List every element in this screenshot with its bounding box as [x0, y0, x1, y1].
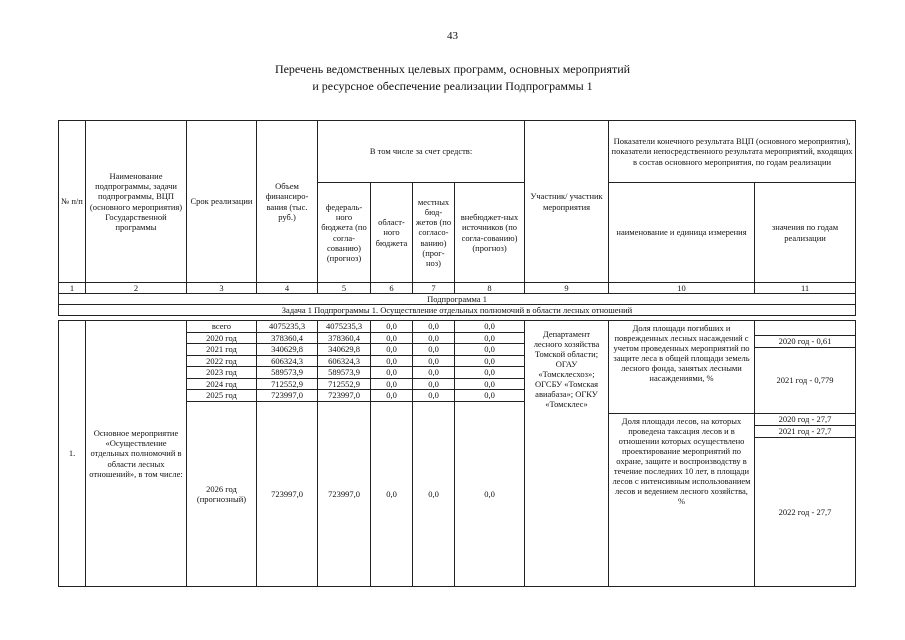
finance-cell-local: 0,0 [412, 389, 455, 402]
col-local-header: местных бюд-жетов (по согласо-ванию) (прог-ноз) [413, 183, 455, 283]
activity-participants: Департамент лесного хозяйства Томской области; ОГАУ «Томсклесхоз»; ОГСБУ «Томская авиабаза»; ОГКУ «Томсклес» [524, 320, 609, 587]
finance-cell-regional: 0,0 [370, 389, 413, 402]
finance-cell-federal: 606324,3 [317, 355, 371, 368]
col-number-header: № п/п [59, 121, 86, 283]
finance-cell-federal: 589573,9 [317, 366, 371, 379]
finance-cell-period: 2025 год [186, 389, 257, 402]
page-title-line-1: Перечень ведомственных целевых программ, основных мероприятий [274, 62, 631, 76]
column-number: 2 [86, 283, 187, 294]
finance-cell-federal: 4075235,3 [317, 320, 371, 333]
finance-cell-federal: 723997,0 [317, 401, 371, 588]
finance-cell-period: 2026 год (прогнозный) [186, 401, 257, 588]
finance-cell-period: 2021 год [186, 343, 257, 356]
finance-cell-regional: 0,0 [370, 332, 413, 345]
indicator-value: 2021 год - 0,779 [754, 347, 856, 414]
finance-cell-period: 2023 год [186, 366, 257, 379]
finance-cell-extra: 0,0 [454, 366, 525, 379]
activity-name: Основное мероприятие «Осуществление отдельных полномочий в области лесных отношений», в том числе: [85, 320, 187, 587]
finance-cell-regional: 0,0 [370, 343, 413, 356]
column-number: 9 [525, 283, 609, 294]
col-indicator-values-header: значения по годам реализации [755, 183, 856, 283]
finance-cell-local: 0,0 [412, 378, 455, 391]
finance-cell-extra: 0,0 [454, 389, 525, 402]
finance-cell-total: 712552,9 [256, 378, 318, 391]
activity-section [58, 320, 855, 586]
finance-cell-total: 340629,8 [256, 343, 318, 356]
finance-cell-total: 4075235,3 [256, 320, 318, 333]
finance-cell-regional: 0,0 [370, 401, 413, 588]
col-period-header: Срок реализации [187, 121, 257, 283]
column-number: 10 [609, 283, 755, 294]
finance-cell-period: 2020 год [186, 332, 257, 345]
finance-cell-period: всего [186, 320, 257, 333]
col-total-header: Объем финансиро-вания (тыс. руб.) [257, 121, 318, 283]
finance-cell-total: 378360,4 [256, 332, 318, 345]
finance-cell-federal: 378360,4 [317, 332, 371, 345]
finance-cell-regional: 0,0 [370, 355, 413, 368]
indicator-value-blank [754, 320, 856, 336]
finance-cell-extra: 0,0 [454, 355, 525, 368]
indicators-group-header: Показатели конечного результата ВЦП (основного мероприятия), показатели непосредственного результата мероприятий, входящих в состав основного мероприятия, по годам реализации [609, 121, 856, 183]
finance-cell-regional: 0,0 [370, 320, 413, 333]
finance-cell-local: 0,0 [412, 343, 455, 356]
activity-number: 1. [58, 320, 86, 587]
finance-cell-regional: 0,0 [370, 378, 413, 391]
column-number: 7 [413, 283, 455, 294]
indicator-value: 2020 год - 27,7 [754, 413, 856, 426]
finance-cell-local: 0,0 [412, 332, 455, 345]
column-number: 8 [455, 283, 525, 294]
column-number: 5 [318, 283, 371, 294]
sources-group-header: В том числе за счет средств: [318, 121, 525, 183]
subprogram-label: Подпрограмма 1 [59, 294, 856, 305]
finance-cell-extra: 0,0 [454, 401, 525, 588]
indicator-name: Доля площади лесов, на которых проведена таксация лесов и в отношении которых осуществлено проектирование мероприятий по охране, защите и воспроизводству в течение последних 10 лет, в площади лесов с интенсивным использованием лесов и ведением лесного хозяйства, % [608, 413, 755, 587]
finance-cell-total: 723997,0 [256, 389, 318, 402]
indicator-value: 2020 год - 0,61 [754, 335, 856, 348]
indicator-value: 2022 год - 27,7 [754, 437, 856, 587]
column-number: 11 [755, 283, 856, 294]
finance-cell-local: 0,0 [412, 366, 455, 379]
col-indicator-name-header: наименование и единица измерения [609, 183, 755, 283]
finance-cell-total: 723997,0 [256, 401, 318, 588]
column-number: 4 [257, 283, 318, 294]
finance-cell-federal: 712552,9 [317, 378, 371, 391]
finance-cell-local: 0,0 [412, 355, 455, 368]
col-name-header: Наименование подпрограммы, задачи подпрограммы, ВЦП (основного мероприятия) Государственной программы [86, 121, 187, 283]
finance-cell-period: 2024 год [186, 378, 257, 391]
finance-cell-extra: 0,0 [454, 320, 525, 333]
finance-cell-federal: 340629,8 [317, 343, 371, 356]
indicator-name: Доля площади погибших и поврежденных лесных насаждений с учетом проведенных мероприятий по защите леса в общей площади земель лесного фонда, занятых лесными насаждениями, % [608, 320, 755, 414]
col-regional-header: област-ного бюджета [371, 183, 413, 283]
column-number: 1 [59, 283, 86, 294]
finance-cell-regional: 0,0 [370, 366, 413, 379]
col-participant-header: Участник/ участник мероприятия [525, 121, 609, 283]
finance-cell-total: 606324,3 [256, 355, 318, 368]
finance-cell-extra: 0,0 [454, 332, 525, 345]
column-number: 6 [371, 283, 413, 294]
finance-cell-total: 589573,9 [256, 366, 318, 379]
col-federal-header: федераль-ного бюджета (по согла-сованию) (прогноз) [318, 183, 371, 283]
task-label: Задача 1 Подпрограммы 1. Осуществление отдельных полномочий в области лесных отношений [59, 305, 856, 316]
finance-cell-period: 2022 год [186, 355, 257, 368]
col-extra-header: внебюджет-ных источников (по согла-сованию) (прогноз) [455, 183, 525, 283]
page-title-line-2: и ресурсное обеспечение реализации Подпрограммы 1 [312, 79, 593, 93]
indicator-value: 2021 год - 27,7 [754, 425, 856, 438]
finance-cell-federal: 723997,0 [317, 389, 371, 402]
page-number: 43 [447, 30, 458, 42]
column-number: 3 [187, 283, 257, 294]
program-table [58, 120, 856, 316]
finance-cell-local: 0,0 [412, 401, 455, 588]
finance-cell-extra: 0,0 [454, 378, 525, 391]
finance-cell-local: 0,0 [412, 320, 455, 333]
finance-cell-extra: 0,0 [454, 343, 525, 356]
